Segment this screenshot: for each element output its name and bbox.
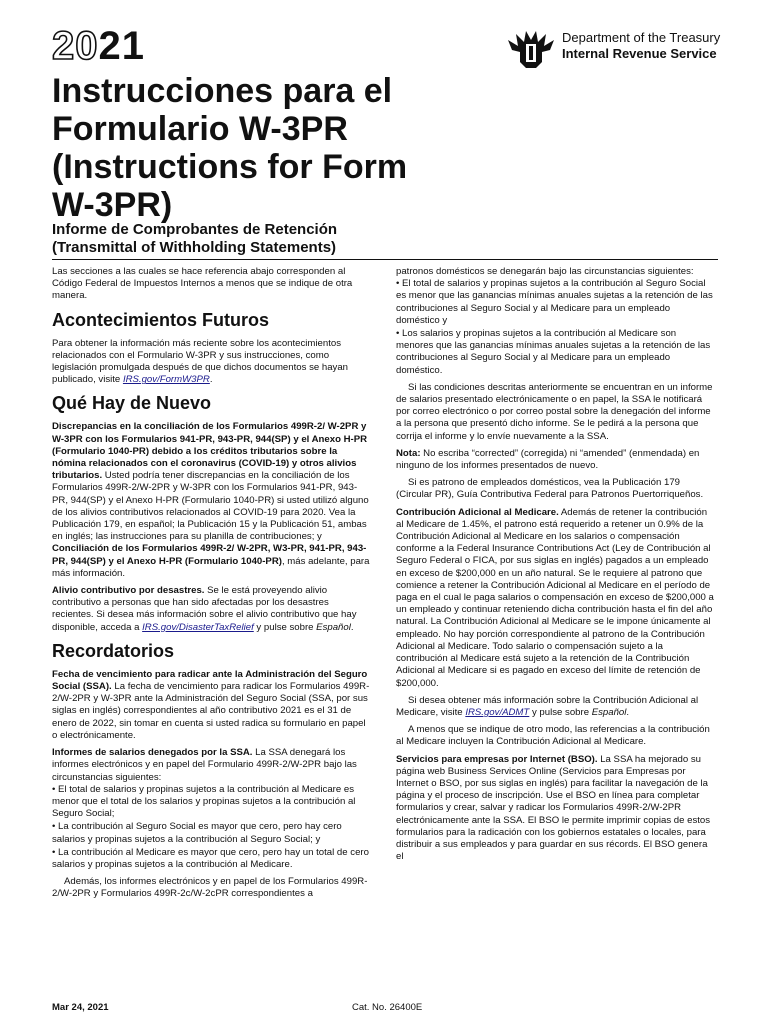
disaster-tax-relief-link[interactable]: IRS.gov/DisasterTaxRelief [142,621,254,633]
si-desea-text-2: y pulse sobre [529,706,592,718]
discrepancias-text: Usted podría tener discrepancias en la conciliación de los Formularios 499R-2/W-2PR y W-3PR con los Formularios 941-PR, 943-PR, 944(SP) y el Anexo H-PR (Formulario 1040-PR) si usted utilizó alguno de los alivios contributivos relacionados al COVID-19 para 2020. Vea la Publicación 179, en español; la Publicación 15 y la Publicación 51, ambas en inglés; las instrucciones para su planilla de contribuciones; y [52,470,369,543]
servicios-paragraph [396,754,716,864]
fecha-heading: Fecha de vencimiento para radicar ante la Administración del Seguro Social (SSA). [52,668,368,693]
nota-label: Nota: [396,447,421,459]
patrono-domestico-paragraph: Si es patrono de empleados domésticos, vea la Publicación 179 (Circular PR), Guía Contributiva Federal para Patronos Puertorriqueños. [396,477,704,501]
fecha-text: La fecha de vencimiento para radicar los Formularios 499R-2/W-2PR y W-3PR ante la Administración del Seguro Social (SSA, por sus siglas en inglés) correspondientes al año contributivo 2021 es el 31 de enero de 2022, sin tomar en cuenta si usted radica su formulario en papel o electrónicamente. [52,681,370,741]
agency-block [506,28,720,72]
left-column [52,266,372,906]
discrepancias-text-end: , más adelante, para más información. [52,555,370,579]
discrepancias-paragraph [52,421,372,580]
informes-paragraph [52,747,372,871]
footer-cat-number: Cat. No. 26400E [352,1002,423,1013]
header-divider [52,259,718,260]
subtitle-line-2: (Transmittal of Withholding Statements) [52,239,337,256]
page-title: Instrucciones para el Formulario W-3PR (Instructions for Form W-3PR) [52,72,408,224]
bullet-item: • El total de salarios y propinas sujetos a la contribución al Medicare es menor que el total de los salarios y propinas sujetos a la contribución al Seguro Social; [52,783,356,820]
year-outline: 20 [52,24,99,68]
bullet-item: • La contribución al Seguro Social es mayor que cero, pero hay cero salarios y propinas sujetos a la contribución al Seguro Social; y [52,821,342,845]
contribucion-text: Además de retener la contribución al Medicare de 1.45%, el patrono está requerido a retener un 0.9% de la Contribución Adicional al Medicare en los salarios o compensación conforme a la Federal Insurance Contributions Act (Ley de Contribución al Seguro Federal o FICA, por sus siglas en inglés) pagados a un empleado en exceso de $200,000 en un año natural. Se le requiere al patrono que comience a retener la Contribución Adicional al Medicare en el período de paga en el cual le paga salarios o compensación en exceso de $200,000 a un empleado y continuar reteniendo dicha contribución hasta el fin del año natural. La Contribución Adicional al Medicare se le impone únicamente al empleado. No hay porción correspondiente al patrono de la Contribución Adicional al Medicare. Todo salario o compensación sujeto a la contribución al Medicare está sujeto a la retención de la Contribución Adicional al Medicare si es pagado en exceso del límite de retención de $200,000. [396,506,714,689]
contribucion-adicional-paragraph [396,507,716,690]
bullet-item: • Los salarios y propinas sujetos a la contribución al Medicare son menores que las ganancias mínimas anuales sujetas a la retención de las contribuciones al Seguro Social y al Medicare para un empleado doméstico. [396,328,711,376]
tax-year [52,24,145,69]
footer-date: Mar 24, 2021 [52,1002,109,1013]
servicios-heading: Servicios para empresas por Internet (BSO). [396,753,598,765]
heading-recordatorios: Recordatorios [52,640,175,661]
alivio-espanol: Español [316,621,351,633]
si-desea-espanol: Español [591,706,627,718]
bullet-item: • La contribución al Medicare es mayor que cero, pero hay un total de cero salarios y propinas sujetos a la contribución al Medicare. [52,846,369,870]
a-menos-paragraph: A menos que se indique de otro modo, las referencias a la contribución al Medicare incluyen la Contribución Adicional al Medicare. [396,724,710,748]
continuation-paragraph [396,266,716,377]
subtitle-line-1: Informe de Comprobantes de Retención [52,221,338,238]
nota-text: No escriba “corrected” (corregida) ni “amended” (enmendada) en ninguno de los informes presentados de nuevo. [396,447,700,472]
bullet-item: • El total de salarios y propinas sujetos a la contribución al Seguro Social es menor que las ganancias mínimas anuales sujetas a la retención de las contribuciones al Seguro Social y al Medicare para un empleado doméstico y [396,278,713,326]
ademas-paragraph: Además, los informes electrónicos y en papel de los Formularios 499R-2/W-2PR y Formularios 499R-2c/W-2cPR correspondientes a [52,876,368,900]
si-desea-text: Si desea obtener más información sobre la Contribución Adicional al Medicare, visite [396,694,699,718]
informes-heading: Informes de salarios denegados por la SSA. [52,747,253,759]
fecha-paragraph [52,669,372,742]
alivio-paragraph: Alivio contributivo por desastres. Se le está proveyendo alivio contributivo a personas que han sido afectadas por los desastres recientes. Si desea más información sobre el alivio contributivo que hay disponible, acceda a IRS.gov/DisasterTaxRelief y pulse sobre Español. [52,585,357,633]
intro-paragraph: Las secciones a las cuales se hace referencia abajo corresponden al Código Federal de Impuestos Internos a menos que se indique de otra manera. [52,266,353,302]
si-las-condiciones-paragraph: Si las condiciones descritas anteriormente se encuentran en un informe de salarios presentado electrónicamente o en papel, la SSA le notificará por correo electrónico o por correo postal sobre la denegación del informe a la persona que presentó dicho informe. Se le pedirá a la persona que corrija el informe y lo envíe nuevamente a la SSA. [396,381,713,442]
right-column [396,266,716,868]
alivio-text: Se le está proveyendo alivio contributivo a personas que han sido afectadas por los desastres recientes. Si desea más información sobre el alivio contributivo que hay disponible, acceda a [52,585,357,633]
continuation-text: patronos domésticos se denegarán bajo las circunstancias siguientes: [396,266,694,277]
heading-que-hay-de-nuevo: Qué Hay de Nuevo [52,393,212,414]
servicios-text: La SSA ha mejorado su página web Business Services Online (Servicios para Empresas por Internet o BSO, por sus siglas en inglés) para facilitar la navegación de la página y el proceso de inscripción. Use el BSO en línea para completar formularios y crear, salvar y radicar los Formularios 499R-2/W-2PR electrónicamente ante la SSA. El BSO le permite imprimir copias de estos formularios para la radicación con los gobiernos estatales o locales, para distribuir a sus empleados y para guardar en sus récords. El BSO genera el [396,753,711,863]
futuros-text: Para obtener la información más reciente sobre los acontecimientos relacionados con el Formulario W-3PR y sus instrucciones, como legislación promulgada después de que dichos documentos se hayan publicado, visite [52,337,349,386]
conciliacion-reference: Conciliación de los Formularios 499R-2/ W-2PR, W3-PR, 941-PR, 943-PR, 944(SP) y el Anexo H-PR (Formulario 1040-PR) [52,543,367,567]
year-solid: 21 [98,24,145,68]
alivio-text-2: y pulse sobre [253,621,317,633]
admt-link[interactable]: IRS.gov/ADMT [465,706,530,718]
futuros-paragraph: Para obtener la información más reciente sobre los acontecimientos relacionados con el Formulario W-3PR y sus instrucciones, como legislación promulgada después de que dichos documentos se hayan publicado, visite IRS.gov/FormW3PR. [52,337,349,386]
heading-acontecimientos-futuros: Acontecimientos Futuros [52,309,270,330]
agency-department: Department of the Treasury [562,30,721,45]
discrepancias-heading: Discrepancias en la conciliación de los Formularios 499R-2/ W-2PR y W-3PR con los Formularios 941-PR, 943-PR, 944(SP) y el Anexo H-PR (Formulario 1040-PR) debido a los créditos tributarios sobre la nómina relacionados con el coronavirus (COVID-19) y otros alivios tributarios. [52,421,368,482]
form-subtitle [52,221,392,257]
nota-paragraph [396,448,716,472]
agency-irs: Internal Revenue Service [562,46,717,61]
alivio-heading: Alivio contributivo por desastres. [52,585,205,597]
si-desea-paragraph: Si desea obtener más información sobre la Contribución Adicional al Medicare, visite IRS.gov/ADMT y pulse sobre Español. [396,694,699,718]
formw3pr-link[interactable]: IRS.gov/FormW3PR [122,374,210,386]
irs-eagle-logo-icon [506,28,556,72]
contribucion-heading: Contribución Adicional al Medicare. [396,506,559,518]
informes-text: La SSA denegará los informes electrónicos y en papel del Formulario 499R-2/W-2PR bajo las circunstancias siguientes: [52,747,357,783]
